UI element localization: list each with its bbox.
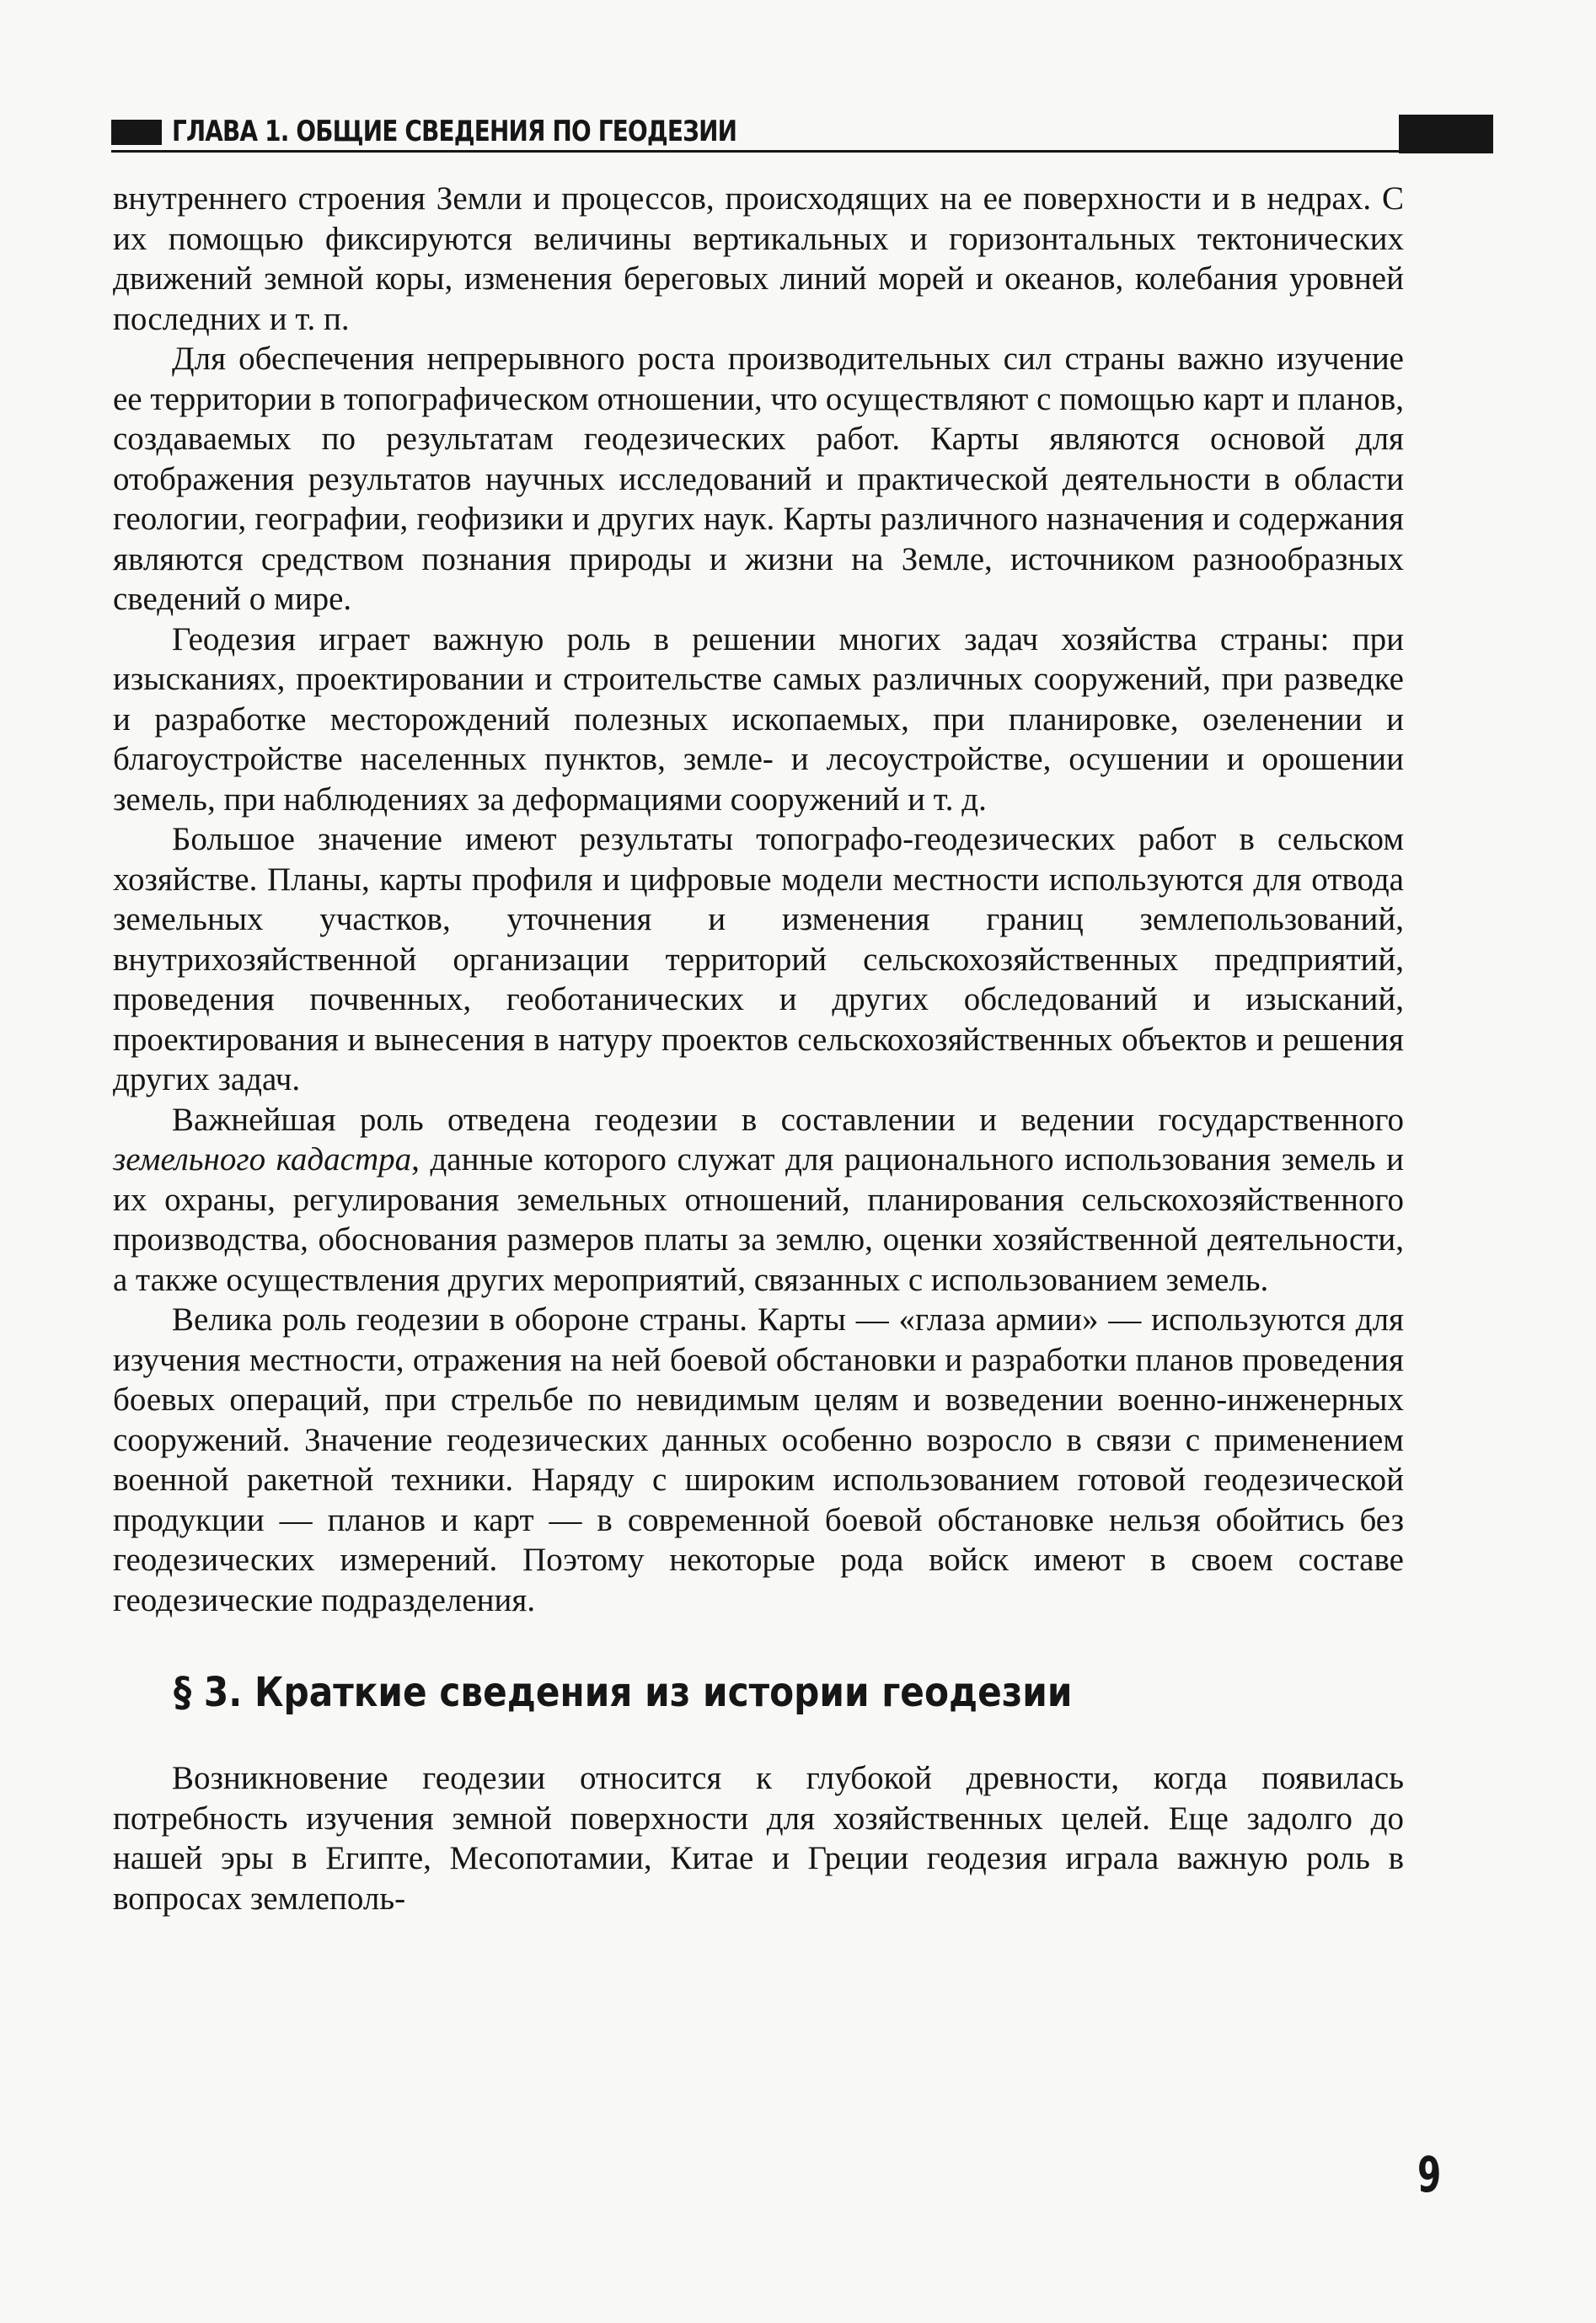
page-content [113,179,1404,1918]
header-rule [111,150,1493,153]
paragraph-defense: Велика роль геодезии в обороне страны. Карты — «глаза армии» — используются для изучения местности, отражения на ней боевой обстановки и разработки планов проведения боевых операций, при стрельбе по невидимым целям и возведении военно-инженерных сооружений. Значение геодезических данных особенно возросло в связи с применением военной ракетной техники. Наряду с широким использованием готовой геодезической продукции — планов и карт — в современной боевой обстановке нельзя обойтись без геодезических измерений. Поэтому некоторые рода войск имеют в своем составе геодезические подразделения. [113,1301,1404,1618]
section-heading: § 3. Краткие сведения из истории геодезии [174,1669,1073,1716]
cadastre-text-before: Важнейшая роль отведена геодезии в составлении и ведении государственного [172,1101,1404,1138]
paragraph-continued: внутреннего строения Земли и процессов, происходящих на ее поверхности и в недрах. С их помощью фиксируются величины вертикальных и горизонтальных тектонических движений земной коры, изменения береговых линий морей и океанов, колебания уровней последних и т. п. [113,180,1404,337]
running-header [111,115,1493,157]
cadastre-text-after: , данные которого служат для рационального использования земель и их охраны, регулирования земельных отношений, планирования сельскохозяйственного производства, обоснования размеров платы за землю, оценки хозяйственной деятельности, а также осуществления других мероприятий, связанных с использованием земель. [113,1141,1404,1298]
paragraph-topography: Для обеспечения непрерывного роста производительных сил страны важно изучение ее территории в топографическом отношении, что осуществляют с помощью карт и планов, создаваемых по результатам геодезических работ. Карты являются основой для отображения результатов научных исследований и практической деятельности в области геологии, географии, геофизики и других наук. Карты различного назначения и содержания являются средством познания природы и жизни на Земле, источником разнообразных сведений о мире. [113,341,1404,617]
paragraph-cadastre [113,1100,1404,1301]
header-left-bar [111,120,162,145]
page-number: 9 [1417,2146,1442,2203]
header-right-block [1399,115,1493,153]
paragraph-economy: Геодезия играет важную роль в решении многих задач хозяйства страны: при изысканиях, проектировании и строительстве самых различных сооружений, при разведке и разработке месторождений полезных ископаемых, при планировке, озеленении и благоустройстве населенных пунктов, земле- и лесоустройстве, осушении и орошении земель, при наблюдениях за деформациями сооружений и т. д. [113,620,1404,818]
paragraph-history: Возникновение геодезии относится к глубокой древности, когда появилась потребность изучения земной поверхности для хозяйственных целей. Еще задолго до нашей эры в Египте, Месопотамии, Китае и Греции геодезия играла важную роль в вопросах землеполь- [113,1760,1404,1917]
cadastre-emphasis: земельного кадастра [113,1141,412,1178]
running-title: ГЛАВА 1. ОБЩИЕ СВЕДЕНИЯ ПО ГЕОДЕЗИИ [172,115,737,148]
paragraph-agriculture: Большое значение имеют результаты топографо-геодезических работ в сельском хозяйстве. Планы, карты профиля и цифровые модели местности используются для отвода земельных участков, уточнения и изменения границ землепользований, внутрихозяйственной организации территорий сельскохозяйственных предприятий, проведения почвенных, геоботанических и других обследований и изысканий, проектирования и вынесения в натуру проектов сельскохозяйственных объектов и решения других задач. [113,821,1404,1097]
